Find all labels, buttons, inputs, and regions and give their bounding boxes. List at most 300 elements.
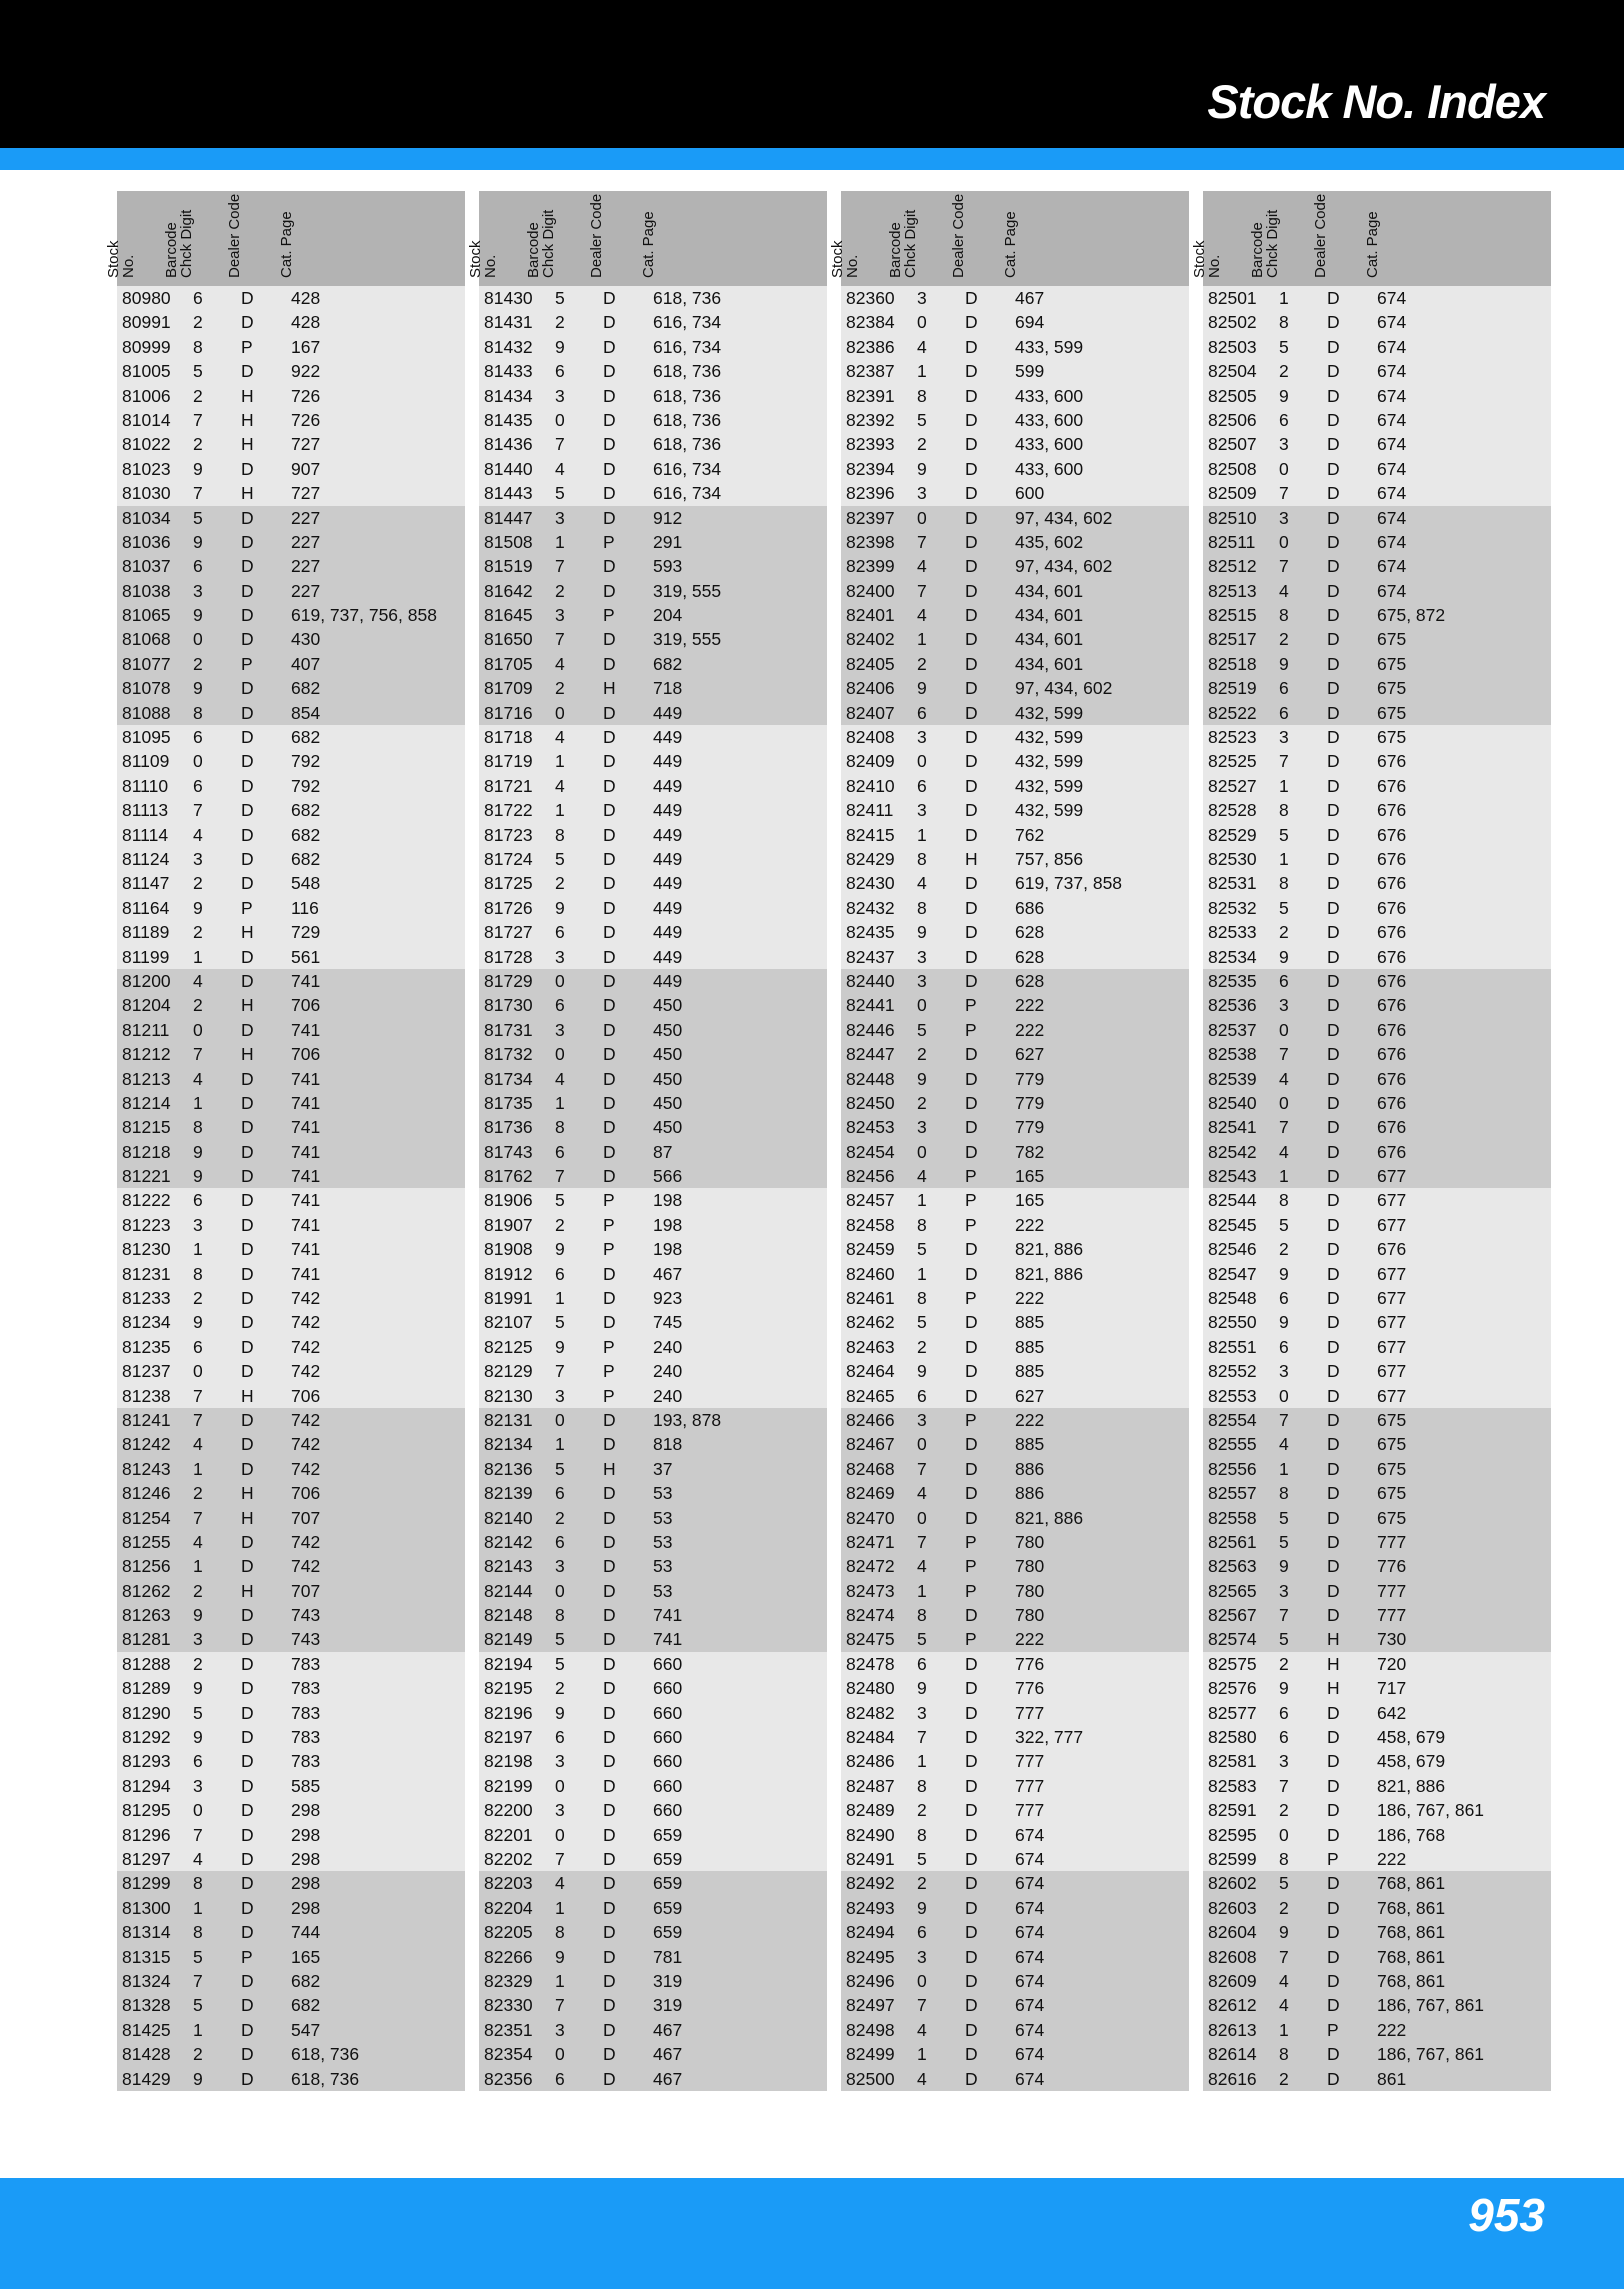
barcode-check-digit: 6 [193,1751,203,1772]
stock-number: 82435 [846,922,895,943]
barcode-check-digit: 4 [193,970,203,991]
barcode-check-digit: 7 [1279,556,1289,577]
barcode-check-digit: 8 [917,385,927,406]
dealer-code: D [1327,434,1340,455]
stock-number: 81324 [122,1970,171,1991]
dealer-code: D [603,483,616,504]
stock-number: 81290 [122,1702,171,1723]
stock-number: 82391 [846,385,895,406]
barcode-check-digit: 9 [917,1068,927,1089]
table-row [1203,1945,1551,1969]
table-row [841,1432,1189,1456]
stock-number: 82553 [1208,1385,1257,1406]
barcode-check-digit: 7 [555,1166,565,1187]
dealer-code: D [241,629,254,650]
catalog-page: 449 [653,775,683,796]
table-row [841,774,1189,798]
catalog-page: 768, 861 [1377,1970,1446,1991]
dealer-code: D [241,312,254,333]
stock-number: 81519 [484,556,533,577]
dealer-code: D [1327,312,1340,333]
catalog-page: 432, 599 [1015,727,1084,748]
dealer-code: D [603,1312,616,1333]
dealer-code: D [241,848,254,869]
barcode-check-digit: 8 [193,702,203,723]
dealer-code: D [965,946,978,967]
stock-number: 82430 [846,873,895,894]
dealer-code: D [241,2019,254,2040]
catalog-page: 720 [1377,1653,1407,1674]
table-row [117,1896,465,1920]
catalog-page: 768, 861 [1377,1922,1446,1943]
table-row [479,1262,827,1286]
barcode-check-digit: 7 [193,800,203,821]
table-row [1203,1286,1551,1310]
barcode-check-digit: 0 [1279,531,1289,552]
catalog-page: 777 [1377,1580,1407,1601]
dealer-code: D [241,1629,254,1650]
table-row [1203,432,1551,456]
table-row [117,701,465,725]
catalog-page: 682 [291,678,321,699]
barcode-check-digit: 9 [1279,946,1289,967]
catalog-page: 660 [653,1727,683,1748]
stock-number: 82402 [846,629,895,650]
barcode-check-digit: 9 [917,1897,927,1918]
dealer-code: D [241,1019,254,1040]
table-row [117,1067,465,1091]
stock-number: 82465 [846,1385,895,1406]
barcode-check-digit: 2 [1279,1897,1289,1918]
barcode-check-digit: 6 [193,775,203,796]
stock-number: 81212 [122,1044,171,1065]
catalog-page: 618, 736 [653,361,722,382]
stock-number: 82497 [846,1995,895,2016]
dealer-code: D [1327,531,1340,552]
catalog-page: 676 [1377,970,1407,991]
catalog-page: 706 [291,1044,321,1065]
catalog-page: 674 [1015,1873,1045,1894]
catalog-page: 726 [291,409,321,430]
table-row [479,1798,827,1822]
dealer-code: D [965,605,978,626]
catalog-page: 467 [653,2044,683,2065]
table-row [117,1310,465,1334]
table-row [479,871,827,895]
stock-number: 82583 [1208,1775,1257,1796]
stock-number: 82130 [484,1385,533,1406]
stock-number: 82468 [846,1458,895,1479]
table-row [841,1457,1189,1481]
table-row [117,1384,465,1408]
catalog-page: 762 [1015,824,1045,845]
table-row [117,1749,465,1773]
barcode-check-digit: 0 [555,970,565,991]
dealer-code: D [965,531,978,552]
barcode-check-digit: 0 [917,1434,927,1455]
table-row [1203,749,1551,773]
barcode-check-digit: 5 [1279,1531,1289,1552]
table-row [117,2018,465,2042]
catalog-page: 780 [1015,1580,1045,1601]
dealer-code: D [1327,1336,1340,1357]
catalog-page: 659 [653,1849,683,1869]
dealer-code: D [965,1239,978,1260]
stock-number: 82351 [484,2019,533,2040]
stock-number: 82194 [484,1653,533,1674]
catalog-page: 706 [291,1385,321,1406]
stock-number: 82401 [846,605,895,626]
stock-number: 82542 [1208,1141,1257,1162]
dealer-code: D [603,1727,616,1748]
barcode-check-digit: 5 [1279,336,1289,357]
barcode-check-digit: 4 [193,1434,203,1455]
table-row [117,1798,465,1822]
dealer-code: D [603,1800,616,1821]
stock-number: 82551 [1208,1336,1257,1357]
table-row [117,749,465,773]
table-row [1203,676,1551,700]
catalog-page: 298 [291,1824,321,1845]
dealer-code: D [1327,1873,1340,1894]
table-row [1203,1115,1551,1139]
dealer-code: D [1327,897,1340,918]
catalog-page: 675 [1377,1458,1407,1479]
catalog-page: 566 [653,1166,683,1187]
dealer-code: D [603,507,616,528]
table-row [1203,896,1551,920]
barcode-check-digit: 7 [917,1995,927,2016]
catalog-page: 434, 601 [1015,605,1084,626]
dealer-code: D [965,970,978,991]
catalog-page: 792 [291,775,321,796]
dealer-code: D [603,1556,616,1577]
catalog-page: 675 [1377,727,1407,748]
dealer-code: D [241,1531,254,1552]
stock-number: 82499 [846,2044,895,2065]
stock-number: 82196 [484,1702,533,1723]
catalog-page: 659 [653,1824,683,1845]
dealer-code: D [603,1775,616,1796]
table-row [479,2067,827,2091]
table-row [1203,530,1551,554]
catalog-page: 186, 768 [1377,1824,1446,1845]
stock-number: 82609 [1208,1970,1257,1991]
stock-number: 81906 [484,1190,533,1211]
stock-number: 82360 [846,288,895,308]
barcode-check-digit: 1 [555,1897,565,1918]
barcode-check-digit: 5 [555,1458,565,1479]
catalog-page: 561 [291,946,321,967]
stock-number: 81288 [122,1653,171,1674]
column-header-label: Cat. Page [278,211,295,278]
dealer-code: D [603,1922,616,1943]
catalog-page: 434, 601 [1015,580,1084,601]
barcode-check-digit: 2 [917,1044,927,1065]
column-header [105,191,465,286]
barcode-check-digit: 5 [555,1629,565,1650]
stock-number: 82496 [846,1970,895,1991]
stock-number: 82575 [1208,1653,1257,1674]
barcode-check-digit: 7 [1279,1605,1289,1626]
catalog-page: 627 [1015,1044,1045,1065]
column-header-label: Stock No. [105,240,137,278]
barcode-check-digit: 5 [917,1239,927,1260]
catalog-page: 222 [1015,1629,1045,1650]
dealer-code: D [603,361,616,382]
table-row [841,1749,1189,1773]
dealer-code: D [1327,922,1340,943]
barcode-check-digit: 6 [555,995,565,1016]
dealer-code: D [241,1092,254,1113]
stock-number: 81023 [122,458,171,479]
stock-number: 82410 [846,775,895,796]
stock-number: 82448 [846,1068,895,1089]
table-row [1203,1676,1551,1700]
barcode-check-digit: 1 [1279,848,1289,869]
catalog-page: 730 [1377,1629,1407,1650]
catalog-page: 428 [291,312,321,333]
table-row [1203,1262,1551,1286]
stock-number: 82604 [1208,1922,1257,1943]
catalog-page: 433, 600 [1015,385,1084,406]
dealer-code: D [603,702,616,723]
barcode-check-digit: 2 [1279,629,1289,650]
table-row [117,1262,465,1286]
barcode-check-digit: 9 [555,336,565,357]
stock-number: 81256 [122,1556,171,1577]
table-row [479,579,827,603]
catalog-page: 792 [291,751,321,772]
dealer-code: D [1327,1531,1340,1552]
catalog-page: 676 [1377,1117,1407,1138]
column-header-label: Cat. Page [1364,211,1381,278]
catalog-page: 97, 434, 602 [1015,556,1113,577]
stock-number: 82546 [1208,1239,1257,1260]
table-row [479,1579,827,1603]
dealer-code: P [965,1409,977,1430]
stock-number: 82384 [846,312,895,333]
catalog-page: 165 [1015,1166,1045,1187]
table-row [479,1042,827,1066]
table-row [841,603,1189,627]
dealer-code: D [241,1727,254,1748]
barcode-check-digit: 2 [193,1580,203,1601]
stock-number: 81233 [122,1288,171,1309]
table-row [117,1237,465,1261]
barcode-check-digit: 7 [193,1044,203,1065]
catalog-page: 674 [1015,1897,1045,1918]
barcode-check-digit: 7 [555,629,565,650]
table-row [117,969,465,993]
table-row [479,701,827,725]
barcode-check-digit: 3 [555,946,565,967]
dealer-code: D [965,629,978,650]
dealer-code: D [241,507,254,528]
catalog-page: 677 [1377,1288,1407,1309]
barcode-check-digit: 8 [917,1775,927,1796]
table-row [117,871,465,895]
stock-number: 82462 [846,1312,895,1333]
stock-number: 82143 [484,1556,533,1577]
stock-number: 82614 [1208,2044,1257,2065]
barcode-check-digit: 3 [917,970,927,991]
catalog-page: 628 [1015,922,1045,943]
dealer-code: D [603,653,616,674]
stock-number: 82387 [846,361,895,382]
dealer-code: D [603,873,616,894]
stock-number: 81005 [122,361,171,382]
barcode-check-digit: 9 [193,1312,203,1333]
catalog-page: 777 [1015,1751,1045,1772]
catalog-page: 757, 856 [1015,848,1084,869]
barcode-check-digit: 4 [1279,1970,1289,1991]
barcode-check-digit: 4 [917,1166,927,1187]
stock-number: 81433 [484,361,533,382]
barcode-check-digit: 9 [193,605,203,626]
barcode-check-digit: 2 [917,653,927,674]
dealer-code: H [603,678,616,699]
table-row [479,335,827,359]
dealer-code: D [1327,678,1340,699]
barcode-check-digit: 3 [193,1775,203,1796]
dealer-code: D [241,1873,254,1894]
table-row [479,530,827,554]
table-row [479,1335,827,1359]
table-row [117,1627,465,1651]
dealer-code: H [965,848,978,869]
page-number: 953 [1468,2189,1545,2241]
stock-number: 82386 [846,336,895,357]
table-row [479,1164,827,1188]
catalog-page: 87 [653,1141,673,1162]
barcode-check-digit: 2 [193,653,203,674]
table-row [479,774,827,798]
catalog-page: 777 [1377,1605,1407,1626]
barcode-check-digit: 1 [555,1092,565,1113]
barcode-check-digit: 0 [917,995,927,1016]
dealer-code: D [603,556,616,577]
barcode-check-digit: 2 [1279,1653,1289,1674]
dealer-code: D [241,1605,254,1626]
catalog-page: 449 [653,800,683,821]
catalog-page: 682 [291,800,321,821]
catalog-page: 886 [1015,1483,1045,1504]
table-row [1203,1969,1551,1993]
catalog-page: 435, 602 [1015,531,1084,552]
barcode-check-digit: 3 [1279,995,1289,1016]
stock-number: 81907 [484,1214,533,1235]
table-row [479,1213,827,1237]
barcode-check-digit: 0 [917,507,927,528]
catalog-page: 674 [1015,2068,1045,2089]
stock-number: 81328 [122,1995,171,2016]
dealer-code: D [1327,1922,1340,1943]
barcode-check-digit: 9 [917,1361,927,1382]
dealer-code: D [241,1214,254,1235]
catalog-page: 741 [291,1092,321,1113]
dealer-code: D [1327,1946,1340,1967]
stock-number: 81223 [122,1214,171,1235]
table-row [841,2042,1189,2066]
dealer-code: D [241,800,254,821]
table-row [117,1603,465,1627]
barcode-check-digit: 5 [917,1312,927,1333]
catalog-page: 674 [1377,458,1407,479]
table-row [1203,1042,1551,1066]
dealer-code: D [603,995,616,1016]
dealer-code: H [241,483,254,504]
barcode-check-digit: 4 [555,1068,565,1089]
table-row [117,1481,465,1505]
table-row [117,1579,465,1603]
table-row [1203,481,1551,505]
dealer-code: D [603,1019,616,1040]
dealer-code: D [1327,1409,1340,1430]
catalog-page: 618, 736 [653,385,722,406]
dealer-code: D [1327,1092,1340,1113]
dealer-code: D [1327,1019,1340,1040]
table-row [841,847,1189,871]
barcode-check-digit: 3 [193,1214,203,1235]
catalog-page: 677 [1377,1214,1407,1235]
column-header-label: Stock No. [1191,240,1223,278]
catalog-page: 674 [1015,1849,1045,1869]
table-row [479,1091,827,1115]
catalog-page: 222 [1015,1409,1045,1430]
barcode-check-digit: 0 [555,1409,565,1430]
table-row [479,993,827,1017]
catalog-page: 674 [1377,531,1407,552]
barcode-check-digit: 0 [555,1580,565,1601]
table-row [841,798,1189,822]
catalog-page: 642 [1377,1702,1407,1723]
catalog-page: 585 [291,1775,321,1796]
catalog-page: 674 [1015,1995,1045,2016]
stock-number: 82392 [846,409,895,430]
stock-number: 82460 [846,1263,895,1284]
barcode-check-digit: 2 [1279,1239,1289,1260]
table-row [1203,920,1551,944]
table-row [117,481,465,505]
dealer-code: D [603,2044,616,2065]
catalog-page: 37 [653,1458,673,1479]
column-header-label: Dealer Code [950,193,967,278]
table-row [479,1432,827,1456]
catalog-page: 449 [653,702,683,723]
dealer-code: H [1327,1678,1340,1699]
dealer-code: D [1327,1824,1340,1845]
table-row [1203,1335,1551,1359]
table-row [479,1554,827,1578]
dealer-code: D [241,1190,254,1211]
dealer-code: D [1327,1117,1340,1138]
dealer-code: D [965,1970,978,1991]
dealer-code: D [241,1678,254,1699]
dealer-code: D [241,1361,254,1382]
table-row [841,1579,1189,1603]
catalog-page: 407 [291,653,321,674]
dealer-code: D [1327,385,1340,406]
catalog-page: 781 [653,1946,683,1967]
dealer-code: D [603,1531,616,1552]
stock-number: 82148 [484,1605,533,1626]
stock-number: 81068 [122,629,171,650]
table-row [479,1847,827,1871]
table-row [841,1530,1189,1554]
stock-number: 82603 [1208,1897,1257,1918]
index-column [105,191,465,2091]
